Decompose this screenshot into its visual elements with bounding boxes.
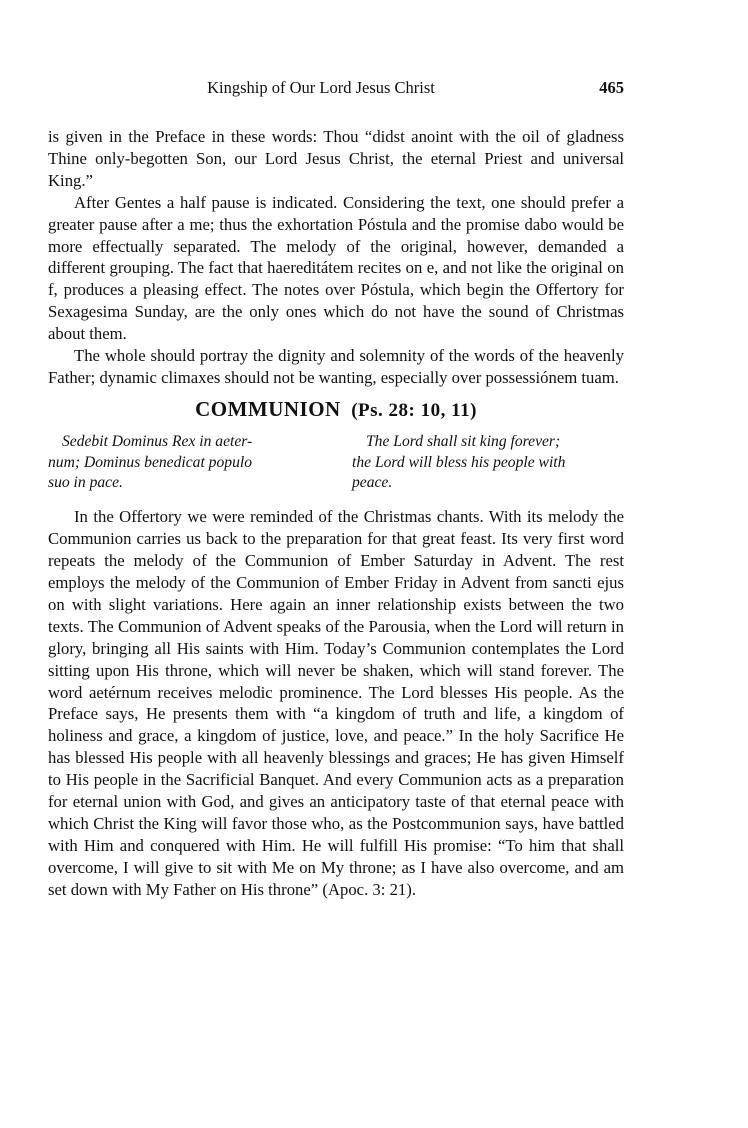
book-page — [48, 78, 624, 901]
communion-chant-text — [48, 432, 624, 494]
english-line: peace. — [352, 474, 393, 492]
psalm-reference: (Ps. 28: 10, 11) — [351, 399, 477, 421]
communion-title: COMMUNION — [195, 396, 341, 421]
english-translation — [352, 432, 624, 494]
latin-line: suo in pace. — [48, 474, 123, 492]
page-number: 465 — [599, 78, 624, 97]
latin-line: Sedebit Dominus Rex in aeter- — [62, 432, 253, 450]
running-head — [48, 78, 624, 104]
english-line: the Lord will bless his people with — [352, 453, 566, 471]
communion-heading — [48, 397, 624, 422]
english-line: The Lord shall sit king forever; — [366, 432, 561, 450]
paragraph-preface-quote: is given in the Preface in these words: Thou “didst anoint with the oil of gladness Thine only-begotten Son, our Lord Jesus Christ, the eternal Priest and universal King.” — [48, 127, 624, 190]
running-title: Kingship of Our Lord Jesus Christ — [207, 78, 435, 97]
latin-text — [48, 432, 320, 494]
paragraph-dynamics: The whole should portray the dignity and solemnity of the words of the heavenly Father; dynamic climaxes should not be wanting, especially over possessiónem tuam. — [48, 346, 624, 387]
paragraph-offertory-analysis: After Gentes a half pause is indicated. Considering the text, one should prefer a greater pause after a me; thus the exhortation Póstula and the promise dabo would be more effectually separated. The melody of the original, however, demanded a different grouping. The fact that haereditátem recites on e, and not like the original on f, produces a pleasing effect. The notes over Póstula, which begin the Offertory for Sexagesima Sunday, are the only ones which do not have the sound of Christmas about them. — [48, 192, 624, 344]
latin-line: num; Dominus benedicat populo — [48, 453, 252, 471]
paragraph-communion-commentary: In the Offertory we were reminded of the Christmas chants. With its melody the Communion carries us back to the preparation for that great feast. Its very first word repeats the melody of the Communion of Ember Saturday in Advent. The rest employs the melody of the Communion of Ember Friday in Advent from sancti ejus on with slight variations. Here again an inner relationship exists between the two texts. The Communion of Advent speaks of the Parousia, when the Lord will return in glory, bringing all His saints with Him. Today’s Communion contemplates the Lord sitting upon His throne, which will never be shaken, which will stand forever. The word aetérnum receives melodic prominence. The Lord blesses His people. As the Preface says, He presents them with “a kingdom of truth and life, a kingdom of holiness and grace, a kingdom of justice, love, and peace.” In the holy Sacrifice He has blessed His people with all heavenly blessings and graces; He has given Himself to His people in the Sacrificial Banquet. And every Communion acts as a preparation for eternal union with God, and gives an anticipatory taste of that eternal peace with which Christ the King will favor those who, as the Postcommunion says, have battled with Him and conquered with Him. He will fulfill His promise: “To him that shall overcome, I will give to sit with Me on My throne; as I have also overcome, and am set down with My Father on His throne” (Apoc. 3: 21). — [48, 507, 624, 899]
